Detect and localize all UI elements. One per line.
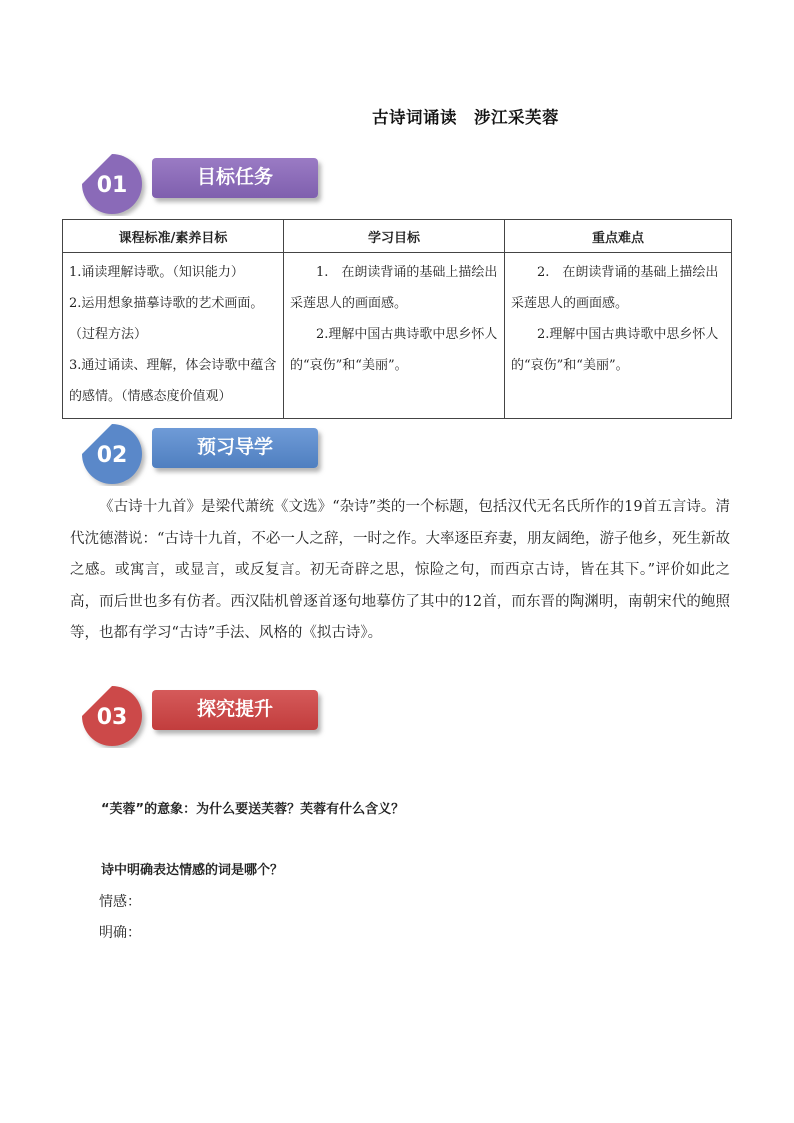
answer-label-emotion: 情感： (99, 894, 141, 910)
section-number: 02 (96, 443, 128, 468)
answer-label-clear: 明确： (99, 925, 141, 941)
table-header: 课程标准/素养目标 (63, 220, 284, 253)
section-header-preview (78, 422, 338, 492)
section-number-badge (78, 152, 154, 216)
section-title-banner: 预习导学 (152, 428, 318, 468)
list-item: 3.通过诵读、理解，体会诗歌中蕴含的感情。（情感态度价值观） (69, 358, 277, 404)
page-title: 古诗词诵读 涉江采芙蓉 (372, 108, 559, 127)
table-cell (284, 253, 505, 419)
section-header-explore (78, 684, 338, 754)
section-title-banner: 探究提升 (152, 690, 318, 730)
list-item: 2.运用想象描摹诗歌的艺术画面。（过程方法） (69, 296, 264, 342)
section-title-banner: 目标任务 (152, 158, 318, 198)
list-item: 1. 在朗读背诵的基础上描绘出采莲思人的画面感。 (290, 265, 498, 311)
question-emotion-word: 诗中明确表达情感的词是哪个？ (101, 863, 284, 878)
list-item: 2.理解中国古典诗歌中思乡怀人的“哀伤”和“美丽”。 (290, 327, 498, 373)
section-number-badge (78, 422, 154, 486)
section-number: 03 (96, 705, 128, 730)
preview-paragraph: 《古诗十九首》是梁代萧统《文选》“杂诗”类的一个标题，包括汉代无名氏所作的19首五言诗。清代沈德潜说：“古诗十九首，不必一人之辞，一时之作。大率逐臣弃妻，朋友阔绝，游子他乡，死生新故之感。或寓言，或显言，或反复言。初无奇辟之思，惊险之句，而西京古诗，皆在其下。”评价如此之高，而后世也多有仿者。西汉陆机曾逐首逐句地摹仿了其中的12首，而东晋的陶渊明，南朝宋代的鲍照等，也都有学习“古诗”手法、风格的《拟古诗》。 (70, 499, 730, 641)
section-number-badge (78, 684, 154, 748)
list-item: 2. 在朗读背诵的基础上描绘出采莲思人的画面感。 (511, 265, 719, 311)
table-header: 重点难点 (505, 220, 732, 253)
goals-table (62, 219, 732, 419)
table-header: 学习目标 (284, 220, 505, 253)
section-number: 01 (96, 173, 128, 198)
section-header-goals (78, 152, 338, 222)
list-item: 2.理解中国古典诗歌中思乡怀人的“哀伤”和“美丽”。 (511, 327, 719, 373)
list-item: 1.诵读理解诗歌。（知识能力） (69, 265, 244, 280)
table-cell (63, 253, 284, 419)
table-cell (505, 253, 732, 419)
question-furong: “芙蓉”的意象：为什么要送芙蓉？芙蓉有什么含义？ (101, 802, 405, 817)
